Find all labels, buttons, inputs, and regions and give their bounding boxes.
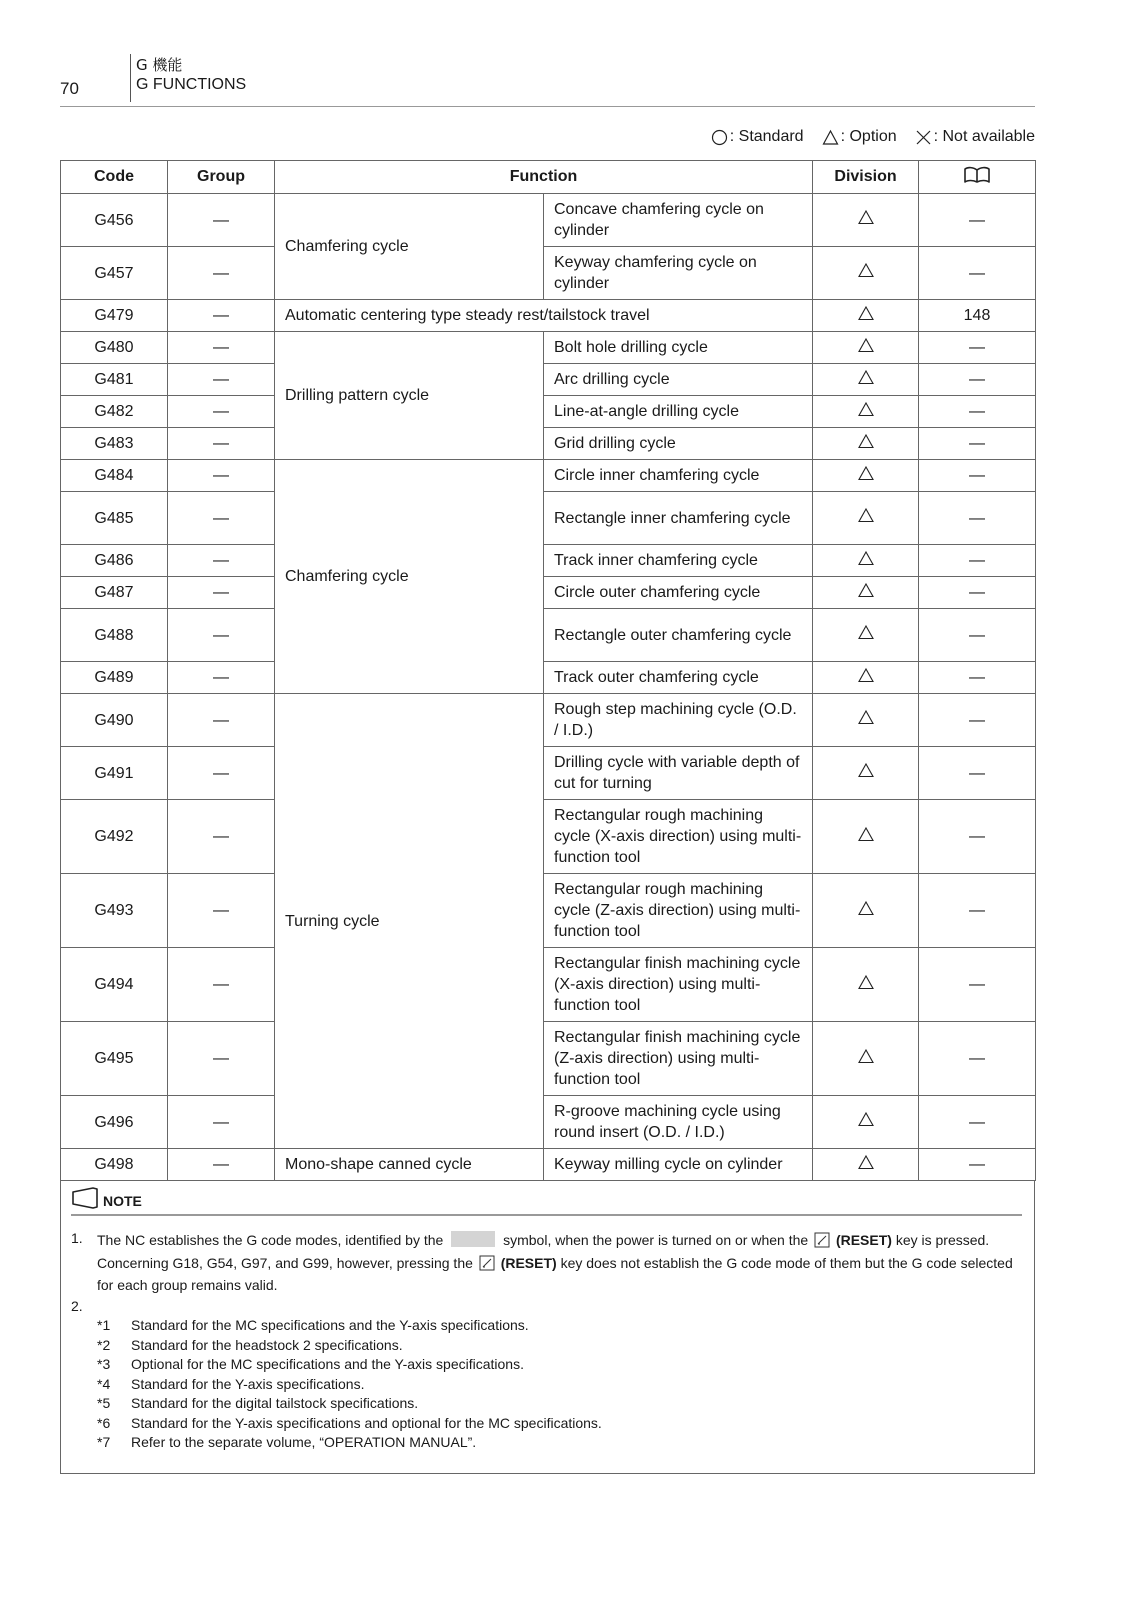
group-cell: —: [168, 747, 275, 800]
footnote-mark: *2: [97, 1336, 111, 1353]
table-row: [61, 194, 1036, 247]
header-code: Code: [61, 161, 168, 194]
header-group: Group: [168, 161, 275, 194]
division-value: [874, 1048, 875, 1049]
function-sub-cell: Rectangular finish machining cycle (Z-axis direction) using multi-function tool: [544, 1022, 813, 1096]
footnote-item: [97, 1394, 1026, 1414]
option-triangle-icon: [858, 762, 874, 778]
code-cell: G484: [61, 460, 168, 492]
table-header-row: [61, 161, 1036, 194]
division-cell: [813, 460, 919, 492]
table-row: [61, 1149, 1036, 1181]
footnote-mark: *7: [97, 1434, 111, 1450]
note-text: key is pressed.: [895, 1232, 990, 1248]
division-cell: [813, 577, 919, 609]
reference-cell: —: [919, 1022, 1036, 1096]
table-row: [61, 1096, 1036, 1149]
group-cell: —: [168, 460, 275, 492]
option-triangle-icon: [858, 550, 874, 566]
note-item-text: [97, 1229, 1026, 1295]
reference-cell: 148: [919, 300, 1036, 332]
table-row: [61, 874, 1036, 948]
division-cell: [813, 1096, 919, 1149]
code-cell: G489: [61, 662, 168, 694]
header-divider: [130, 54, 131, 102]
note-heading: [71, 1187, 142, 1209]
option-triangle-icon: [858, 974, 874, 990]
note-item-number: 1.: [71, 1230, 83, 1246]
division-cell: [813, 747, 919, 800]
division-value: [874, 401, 875, 402]
group-cell: —: [168, 662, 275, 694]
cross-icon: [915, 129, 932, 146]
option-triangle-icon: [858, 709, 874, 725]
division-value: [874, 667, 875, 668]
table-row: [61, 800, 1036, 874]
table-row: [61, 609, 1036, 662]
initial-mode-symbol: [451, 1231, 495, 1247]
group-cell: —: [168, 247, 275, 300]
code-cell: G495: [61, 1022, 168, 1096]
header-function: Function: [275, 161, 813, 194]
table-row: [61, 300, 1036, 332]
table-row: [61, 492, 1036, 545]
code-cell: G456: [61, 194, 168, 247]
function-main-cell: Automatic centering type steady rest/tailstock travel: [275, 300, 813, 332]
code-cell: G485: [61, 492, 168, 545]
division-cell: [813, 545, 919, 577]
reference-cell: —: [919, 800, 1036, 874]
note-text: Concerning G18, G54, G97, and G99, however, pressing the: [97, 1255, 473, 1271]
function-sub-cell: Line-at-angle drilling cycle: [544, 396, 813, 428]
reference-cell: —: [919, 545, 1036, 577]
reference-cell: —: [919, 1149, 1036, 1181]
note-item: [71, 1229, 1026, 1295]
reference-cell: —: [919, 694, 1036, 747]
option-triangle-icon: [858, 624, 874, 640]
division-cell: [813, 396, 919, 428]
reference-cell: —: [919, 194, 1036, 247]
option-triangle-icon: [858, 1111, 874, 1127]
division-cell: [813, 694, 919, 747]
option-triangle-icon: [858, 401, 874, 417]
book-icon: [964, 166, 990, 184]
code-cell: G488: [61, 609, 168, 662]
function-main-cell: Drilling pattern cycle: [275, 332, 544, 460]
group-cell: —: [168, 300, 275, 332]
option-triangle-icon: [858, 667, 874, 683]
division-value: [874, 305, 875, 306]
note-heading-label: NOTE: [103, 1193, 142, 1209]
group-cell: —: [168, 545, 275, 577]
group-cell: —: [168, 332, 275, 364]
footnote-mark: *1: [97, 1317, 111, 1333]
table-row: [61, 662, 1036, 694]
function-sub-cell: Arc drilling cycle: [544, 364, 813, 396]
code-cell: G486: [61, 545, 168, 577]
header-division: Division: [813, 161, 919, 194]
footnote-text: Refer to the separate volume, “OPERATION MANUAL”.: [131, 1434, 477, 1450]
note-text: symbol, when the power is turned on or when the: [503, 1232, 809, 1248]
table-row: [61, 247, 1036, 300]
header-rule: [60, 106, 1035, 107]
function-sub-cell: Keyway chamfering cycle on cylinder: [544, 247, 813, 300]
function-sub-cell: Circle inner chamfering cycle: [544, 460, 813, 492]
reset-key-icon: [479, 1255, 495, 1276]
code-cell: G479: [61, 300, 168, 332]
table-row: [61, 1022, 1036, 1096]
code-cell: G481: [61, 364, 168, 396]
footnote-mark: *5: [97, 1395, 111, 1411]
group-cell: —: [168, 609, 275, 662]
g-functions-table: [60, 160, 1036, 1181]
reference-cell: —: [919, 460, 1036, 492]
code-cell: G493: [61, 874, 168, 948]
division-value: [874, 900, 875, 901]
division-cell: [813, 194, 919, 247]
footnote-item: [97, 1316, 1026, 1336]
division-cell: [813, 364, 919, 396]
table-row: [61, 460, 1036, 492]
division-value: [874, 582, 875, 583]
header-reference: [919, 161, 1036, 194]
note-box: [60, 1181, 1035, 1474]
circle-icon: [711, 129, 728, 146]
division-value: [874, 465, 875, 466]
table-row: [61, 364, 1036, 396]
division-cell: [813, 1022, 919, 1096]
division-cell: [813, 300, 919, 332]
division-value: [874, 762, 875, 763]
division-value: [874, 507, 875, 508]
division-value: [874, 433, 875, 434]
function-sub-cell: Track inner chamfering cycle: [544, 545, 813, 577]
division-value: [874, 262, 875, 263]
reference-cell: —: [919, 492, 1036, 545]
function-sub-cell: Circle outer chamfering cycle: [544, 577, 813, 609]
division-value: [874, 369, 875, 370]
division-cell: [813, 428, 919, 460]
option-triangle-icon: [858, 507, 874, 523]
function-sub-cell: Drilling cycle with variable depth of cut for turning: [544, 747, 813, 800]
group-cell: —: [168, 948, 275, 1022]
function-sub-cell: Rough step machining cycle (O.D. / I.D.): [544, 694, 813, 747]
table-row: [61, 428, 1036, 460]
division-cell: [813, 948, 919, 1022]
division-value: [874, 826, 875, 827]
code-cell: G487: [61, 577, 168, 609]
function-main-cell: Mono-shape canned cycle: [275, 1149, 544, 1181]
table-row: [61, 948, 1036, 1022]
legend-standard-label: : Standard: [729, 128, 804, 145]
function-sub-cell: R-groove machining cycle using round insert (O.D. / I.D.): [544, 1096, 813, 1149]
function-sub-cell: Track outer chamfering cycle: [544, 662, 813, 694]
legend-not-available-label: : Not available: [933, 128, 1035, 145]
footnote-item: [97, 1414, 1026, 1434]
group-cell: —: [168, 800, 275, 874]
footnote-item: [97, 1433, 1026, 1453]
code-cell: G492: [61, 800, 168, 874]
section-title-jp: G 機能: [136, 56, 183, 74]
group-cell: —: [168, 364, 275, 396]
reference-cell: —: [919, 948, 1036, 1022]
reference-cell: —: [919, 747, 1036, 800]
function-sub-cell: Keyway milling cycle on cylinder: [544, 1149, 813, 1181]
code-cell: G457: [61, 247, 168, 300]
footnote-item: [97, 1375, 1026, 1395]
group-cell: —: [168, 396, 275, 428]
legend-option: [822, 128, 897, 146]
footnote-mark: *4: [97, 1375, 111, 1392]
code-cell: G496: [61, 1096, 168, 1149]
reference-cell: —: [919, 609, 1036, 662]
option-triangle-icon: [858, 337, 874, 353]
division-value: [874, 337, 875, 338]
division-cell: [813, 332, 919, 364]
table-row: [61, 694, 1036, 747]
code-cell: G482: [61, 396, 168, 428]
footnote-mark: *3: [97, 1356, 111, 1372]
division-value: [874, 624, 875, 625]
reset-key-icon: [814, 1232, 830, 1254]
footnote-text: Standard for the Y-axis specifications.: [131, 1375, 365, 1392]
division-value: [874, 974, 875, 975]
footnote-item: [97, 1355, 1026, 1375]
table-row: [61, 332, 1036, 364]
option-triangle-icon: [858, 1048, 874, 1064]
division-cell: [813, 800, 919, 874]
function-sub-cell: Rectangle outer chamfering cycle: [544, 609, 813, 662]
option-triangle-icon: [858, 369, 874, 385]
option-triangle-icon: [858, 900, 874, 916]
page-number: 70: [60, 79, 79, 98]
reference-cell: —: [919, 874, 1036, 948]
option-triangle-icon: [858, 305, 874, 321]
group-cell: —: [168, 194, 275, 247]
division-cell: [813, 1149, 919, 1181]
function-main-cell: Turning cycle: [275, 694, 544, 1149]
table-row: [61, 577, 1036, 609]
division-cell: [813, 874, 919, 948]
division-cell: [813, 662, 919, 694]
table-row: [61, 545, 1036, 577]
footnote-item: [97, 1336, 1026, 1356]
note-text: key does not establish the G code mode of them but the G code selected for each group remains valid.: [97, 1255, 1013, 1293]
option-triangle-icon: [858, 826, 874, 842]
table-row: [61, 747, 1036, 800]
option-triangle-icon: [858, 582, 874, 598]
reset-key-label: (RESET): [500, 1255, 557, 1271]
group-cell: —: [168, 874, 275, 948]
note-text: The NC establishes the G code modes, identified by the: [97, 1232, 444, 1248]
note-body: [71, 1229, 1026, 1453]
function-main-cell: Chamfering cycle: [275, 460, 544, 694]
reference-cell: —: [919, 247, 1036, 300]
group-cell: —: [168, 1096, 275, 1149]
note-item-number: 2.: [71, 1298, 83, 1314]
reset-key-label: (RESET): [835, 1232, 892, 1248]
legend-not-available: [915, 128, 1035, 146]
reference-cell: —: [919, 1096, 1036, 1149]
reference-cell: —: [919, 332, 1036, 364]
code-cell: G483: [61, 428, 168, 460]
division-cell: [813, 492, 919, 545]
division-value: [874, 1111, 875, 1112]
group-cell: —: [168, 1149, 275, 1181]
division-value: [874, 209, 875, 210]
division-value: [874, 709, 875, 710]
function-main-cell: Chamfering cycle: [275, 194, 544, 300]
group-cell: —: [168, 428, 275, 460]
code-cell: G490: [61, 694, 168, 747]
reference-cell: —: [919, 364, 1036, 396]
group-cell: —: [168, 694, 275, 747]
division-value: [874, 550, 875, 551]
function-sub-cell: Rectangular rough machining cycle (Z-axis direction) using multi-function tool: [544, 874, 813, 948]
section-title-en: G FUNCTIONS: [136, 76, 247, 93]
option-triangle-icon: [858, 465, 874, 481]
option-triangle-icon: [858, 1154, 874, 1170]
function-sub-cell: Rectangle inner chamfering cycle: [544, 492, 813, 545]
note-paragraph: [97, 1254, 1026, 1295]
note-paragraph: [97, 1229, 1026, 1254]
code-cell: G491: [61, 747, 168, 800]
legend-option-label: : Option: [840, 128, 897, 145]
note-icon: [71, 1187, 99, 1209]
option-triangle-icon: [858, 433, 874, 449]
note-item: [71, 1297, 1026, 1316]
option-triangle-icon: [858, 209, 874, 225]
footnote-text: Standard for the digital tailstock specifications.: [131, 1395, 419, 1411]
function-sub-cell: Rectangular rough machining cycle (X-axis direction) using multi-function tool: [544, 800, 813, 874]
footnote-mark: *6: [97, 1414, 111, 1431]
division-cell: [813, 247, 919, 300]
reference-cell: —: [919, 662, 1036, 694]
code-cell: G494: [61, 948, 168, 1022]
footnote-text: Standard for the MC specifications and the Y-axis specifications.: [131, 1317, 529, 1333]
triangle-icon: [822, 129, 839, 146]
group-cell: —: [168, 577, 275, 609]
legend-standard: [711, 128, 804, 146]
reference-cell: —: [919, 577, 1036, 609]
table-row: [61, 396, 1036, 428]
function-sub-cell: Concave chamfering cycle on cylinder: [544, 194, 813, 247]
reference-cell: —: [919, 428, 1036, 460]
function-sub-cell: Rectangular finish machining cycle (X-axis direction) using multi-function tool: [544, 948, 813, 1022]
group-cell: —: [168, 492, 275, 545]
code-cell: G480: [61, 332, 168, 364]
symbol-legend: [711, 128, 1035, 146]
footnote-text: Standard for the Y-axis specifications and optional for the MC specifications.: [131, 1414, 602, 1431]
division-cell: [813, 609, 919, 662]
code-cell: G498: [61, 1149, 168, 1181]
function-sub-cell: Grid drilling cycle: [544, 428, 813, 460]
division-value: [874, 1154, 875, 1155]
footnote-list: [97, 1316, 1026, 1453]
group-cell: —: [168, 1022, 275, 1096]
option-triangle-icon: [858, 262, 874, 278]
note-rule: [71, 1214, 1022, 1216]
footnote-text: Optional for the MC specifications and the Y-axis specifications.: [131, 1356, 524, 1372]
footnote-text: Standard for the headstock 2 specifications.: [131, 1336, 403, 1353]
function-sub-cell: Bolt hole drilling cycle: [544, 332, 813, 364]
reference-cell: —: [919, 396, 1036, 428]
